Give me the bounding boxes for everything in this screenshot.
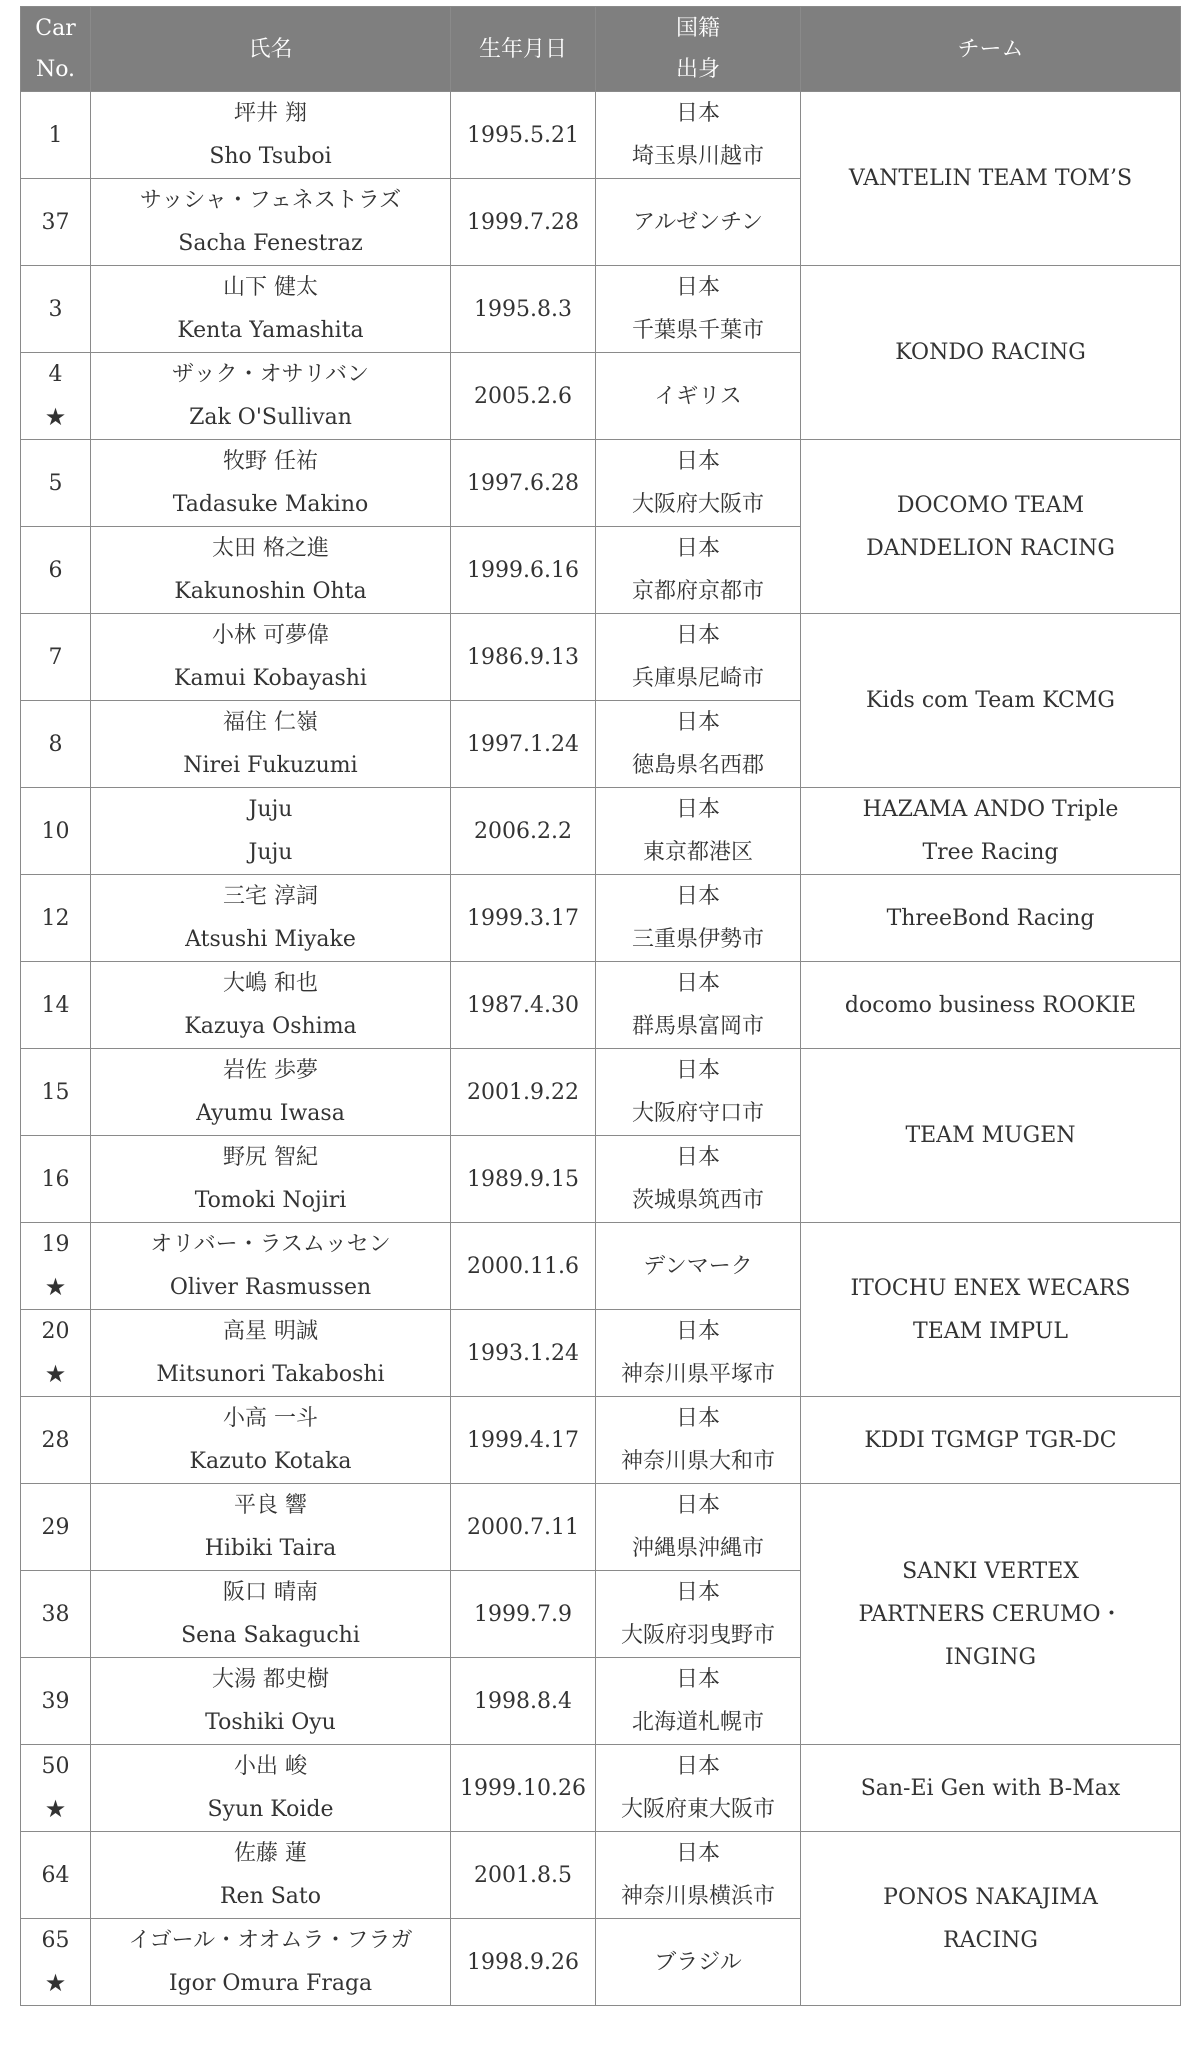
driver-name-en: Mitsunori Takaboshi	[156, 1362, 385, 1387]
team-name-line1: HAZAMA ANDO Triple	[862, 797, 1119, 822]
nationality-cell	[596, 353, 801, 440]
driver-name-jp: 山下 健太	[223, 275, 318, 300]
team-name-line1: SANKI VERTEX	[902, 1558, 1079, 1584]
nationality-cell	[596, 1397, 801, 1484]
car-number-cell	[21, 614, 91, 701]
header-name: 氏名	[91, 7, 451, 92]
driver-name-en: Zak O'Sullivan	[189, 405, 352, 430]
nationality: ブラジル	[654, 1949, 742, 1975]
header-car-line2: No.	[35, 57, 76, 82]
hometown: 徳島県名西郡	[631, 753, 764, 778]
table-row	[21, 875, 1181, 962]
table-row	[21, 1397, 1181, 1484]
driver-table-container	[20, 6, 1180, 2006]
team-name-line1: DOCOMO TEAM	[896, 492, 1085, 518]
nationality-cell	[596, 1310, 801, 1397]
birthdate-cell: 1999.7.28	[451, 179, 596, 266]
car-number: 39	[41, 1688, 70, 1714]
hometown: 三重県伊勢市	[631, 927, 764, 952]
team-cell	[801, 266, 1181, 440]
car-number: 6	[48, 557, 63, 583]
nationality: アルゼンチン	[632, 209, 764, 235]
header-nationality-line2: 出身	[675, 57, 720, 82]
driver-name-cell	[91, 1136, 451, 1223]
birthdate-cell: 1998.9.26	[451, 1919, 596, 2006]
car-number: 10	[41, 818, 70, 844]
driver-name-cell	[91, 92, 451, 179]
table-row	[21, 788, 1181, 875]
driver-name-en: Kenta Yamashita	[177, 318, 364, 343]
header-team: チーム	[801, 7, 1181, 92]
nationality-cell	[596, 1571, 801, 1658]
birthdate-cell: 1999.7.9	[451, 1571, 596, 1658]
team-name-line2: RACING	[943, 1927, 1038, 1953]
driver-name-jp: サッシャ・フェネストラズ	[139, 188, 402, 213]
hometown: 大阪府羽曳野市	[620, 1623, 775, 1648]
hometown: 大阪府東大阪市	[620, 1797, 775, 1822]
hometown: 埼玉県川越市	[631, 144, 764, 169]
nationality-cell	[596, 92, 801, 179]
hometown: 群馬県富岡市	[631, 1014, 764, 1039]
driver-name-jp: 三宅 淳詞	[223, 884, 318, 909]
table-row	[21, 614, 1181, 701]
table-row	[21, 92, 1181, 179]
team-name-line1: VANTELIN TEAM TOM’S	[848, 166, 1133, 191]
driver-name-cell	[91, 962, 451, 1049]
hometown: 大阪府大阪市	[631, 492, 764, 517]
driver-name-cell	[91, 1397, 451, 1484]
car-number: 5	[48, 470, 63, 496]
nationality: 日本	[675, 1058, 720, 1083]
driver-name-jp: 岩佐 歩夢	[223, 1058, 318, 1083]
team-cell	[801, 962, 1181, 1049]
car-number: 29	[41, 1514, 70, 1540]
car-number: 50	[41, 1754, 70, 1779]
car-number-cell	[21, 1658, 91, 1745]
team-name-line1: TEAM MUGEN	[905, 1123, 1076, 1148]
car-number-cell	[21, 1223, 91, 1310]
driver-name-jp: 平良 響	[234, 1493, 307, 1518]
birthdate-cell: 1999.6.16	[451, 527, 596, 614]
driver-name-cell	[91, 1049, 451, 1136]
driver-name-en: Oliver Rasmussen	[169, 1275, 372, 1300]
team-name-line1: KDDI TGMGP TGR-DC	[864, 1427, 1117, 1453]
hometown: 茨城県筑西市	[631, 1188, 764, 1213]
table-row	[21, 962, 1181, 1049]
nationality: イギリス	[654, 383, 742, 409]
driver-name-cell	[91, 353, 451, 440]
team-name-line3: INGING	[944, 1644, 1037, 1670]
header-nationality-line1: 国籍	[675, 16, 720, 41]
birthdate-cell: 2005.2.6	[451, 353, 596, 440]
driver-name-cell	[91, 701, 451, 788]
nationality: 日本	[675, 1841, 720, 1866]
driver-name-en: Kazuya Oshima	[184, 1014, 357, 1039]
hometown: 東京都港区	[642, 840, 753, 865]
car-number: 4	[48, 362, 63, 387]
nationality-cell	[596, 1484, 801, 1571]
nationality-cell	[596, 440, 801, 527]
team-cell	[801, 788, 1181, 875]
birthdate-cell: 1995.8.3	[451, 266, 596, 353]
birthdate-cell: 1998.8.4	[451, 1658, 596, 1745]
nationality-cell	[596, 614, 801, 701]
hometown: 京都府京都市	[631, 579, 764, 604]
birthdate-cell: 1986.9.13	[451, 614, 596, 701]
driver-name-en: Ren Sato	[219, 1884, 322, 1909]
table-row	[21, 1223, 1181, 1310]
nationality: 日本	[675, 1493, 720, 1518]
team-cell	[801, 92, 1181, 266]
birthdate-cell: 2001.9.22	[451, 1049, 596, 1136]
header-nationality	[596, 7, 801, 92]
nationality-cell	[596, 788, 801, 875]
team-cell	[801, 440, 1181, 614]
team-name-line1: docomo business ROOKIE	[844, 992, 1137, 1018]
driver-name-en: Kamui Kobayashi	[174, 666, 367, 691]
nationality: 日本	[675, 536, 720, 561]
birthdate-cell: 2000.7.11	[451, 1484, 596, 1571]
nationality-cell	[596, 1832, 801, 1919]
team-cell	[801, 1223, 1181, 1397]
driver-name-en: Juju	[248, 840, 293, 865]
table-row	[21, 1745, 1181, 1832]
driver-name-cell	[91, 1919, 451, 2006]
car-number-cell	[21, 353, 91, 440]
nationality: 日本	[675, 1319, 720, 1344]
driver-name-cell	[91, 179, 451, 266]
driver-name-en: Tomoki Nojiri	[194, 1188, 347, 1213]
driver-name-jp: 小出 峻	[234, 1754, 307, 1779]
driver-name-jp: Juju	[248, 797, 293, 822]
nationality: 日本	[675, 449, 720, 474]
nationality: 日本	[675, 623, 720, 648]
driver-name-en: Atsushi Miyake	[185, 927, 356, 952]
driver-name-cell	[91, 1310, 451, 1397]
nationality-cell	[596, 1223, 801, 1310]
birthdate-cell: 2000.11.6	[451, 1223, 596, 1310]
rookie-star-icon: ★	[44, 1360, 67, 1388]
driver-name-jp: 福住 仁嶺	[223, 710, 318, 735]
birthdate-cell: 1999.10.26	[451, 1745, 596, 1832]
team-name-line1: Kids com Team KCMG	[866, 688, 1115, 713]
birthdate-cell: 2006.2.2	[451, 788, 596, 875]
driver-name-cell	[91, 1745, 451, 1832]
header-car-line1: Car	[35, 16, 76, 41]
team-name-line1: PONOS NAKAJIMA	[883, 1884, 1098, 1910]
team-name-line1: KONDO RACING	[895, 340, 1086, 365]
car-number-cell	[21, 1136, 91, 1223]
nationality: デンマーク	[643, 1253, 753, 1279]
driver-name-en: Kazuto Kotaka	[189, 1449, 352, 1474]
birthdate-cell: 2001.8.5	[451, 1832, 596, 1919]
team-name-line2: DANDELION RACING	[866, 535, 1115, 561]
hometown: 北海道札幌市	[631, 1710, 764, 1735]
hometown: 神奈川県大和市	[620, 1449, 775, 1474]
car-number-cell	[21, 92, 91, 179]
driver-name-en: Igor Omura Fraga	[168, 1971, 373, 1996]
driver-name-jp: 牧野 任祐	[223, 449, 318, 474]
nationality-cell	[596, 527, 801, 614]
driver-name-cell	[91, 440, 451, 527]
driver-table	[20, 6, 1181, 2006]
car-number-cell	[21, 1745, 91, 1832]
driver-name-cell	[91, 1223, 451, 1310]
nationality-cell	[596, 1136, 801, 1223]
team-cell	[801, 614, 1181, 788]
car-number: 38	[41, 1601, 70, 1627]
driver-name-cell	[91, 1571, 451, 1658]
driver-name-en: Kakunoshin Ohta	[174, 579, 367, 604]
car-number-cell	[21, 962, 91, 1049]
team-cell	[801, 1049, 1181, 1223]
table-row	[21, 1049, 1181, 1136]
hometown: 大阪府守口市	[631, 1101, 764, 1126]
table-header-row	[21, 7, 1181, 92]
car-number: 20	[41, 1319, 70, 1344]
driver-name-en: Sacha Fenestraz	[178, 231, 363, 256]
driver-name-jp: オリバー・ラスムッセン	[150, 1232, 391, 1257]
team-name-line2: PARTNERS CERUMO・	[858, 1601, 1123, 1627]
birthdate-cell: 1993.1.24	[451, 1310, 596, 1397]
hometown: 神奈川県横浜市	[620, 1884, 775, 1909]
team-name-line1: ITOCHU ENEX WECARS	[850, 1275, 1131, 1301]
table-row	[21, 440, 1181, 527]
rookie-star-icon: ★	[44, 403, 67, 431]
driver-name-cell	[91, 266, 451, 353]
driver-name-cell	[91, 527, 451, 614]
team-cell	[801, 875, 1181, 962]
nationality-cell	[596, 179, 801, 266]
driver-name-jp: 阪口 晴南	[223, 1580, 318, 1605]
nationality-cell	[596, 1745, 801, 1832]
team-name-line2: Tree Racing	[922, 840, 1059, 865]
team-cell	[801, 1397, 1181, 1484]
car-number: 8	[48, 731, 63, 757]
driver-name-en: Sena Sakaguchi	[181, 1623, 360, 1648]
driver-name-en: Hibiki Taira	[204, 1536, 337, 1561]
team-cell	[801, 1745, 1181, 1832]
driver-name-en: Ayumu Iwasa	[196, 1101, 345, 1126]
driver-name-jp: イゴール・オオムラ・フラガ	[128, 1928, 413, 1953]
hometown: 兵庫県尼崎市	[631, 666, 764, 691]
car-number: 65	[41, 1928, 70, 1953]
nationality: 日本	[675, 884, 720, 909]
car-number-cell	[21, 788, 91, 875]
driver-name-jp: 小林 可夢偉	[212, 623, 329, 648]
nationality: 日本	[675, 1754, 720, 1779]
driver-name-jp: 小高 一斗	[223, 1406, 318, 1431]
nationality-cell	[596, 1919, 801, 2006]
nationality-cell	[596, 962, 801, 1049]
table-body	[21, 92, 1181, 2006]
nationality: 日本	[675, 101, 720, 126]
driver-name-en: Nirei Fukuzumi	[183, 753, 358, 778]
nationality-cell	[596, 1049, 801, 1136]
birthdate-cell: 1997.6.28	[451, 440, 596, 527]
driver-name-jp: 坪井 翔	[234, 101, 307, 126]
rookie-star-icon: ★	[44, 1969, 67, 1997]
car-number: 28	[41, 1427, 70, 1453]
nationality: 日本	[675, 275, 720, 300]
car-number-cell	[21, 701, 91, 788]
car-number-cell	[21, 179, 91, 266]
driver-name-cell	[91, 1484, 451, 1571]
team-name-line2: TEAM IMPUL	[913, 1318, 1068, 1344]
team-cell	[801, 1832, 1181, 2006]
birthdate-cell: 1999.4.17	[451, 1397, 596, 1484]
car-number-cell	[21, 875, 91, 962]
birthdate-cell: 1999.3.17	[451, 875, 596, 962]
nationality: 日本	[675, 1667, 720, 1692]
car-number-cell	[21, 1310, 91, 1397]
car-number: 64	[41, 1862, 70, 1888]
driver-name-jp: ザック・オサリバン	[172, 362, 369, 387]
driver-name-en: Toshiki Oyu	[205, 1710, 336, 1735]
nationality-cell	[596, 701, 801, 788]
hometown: 千葉県千葉市	[631, 318, 764, 343]
rookie-star-icon: ★	[44, 1273, 67, 1301]
nationality: 日本	[675, 1406, 720, 1431]
hometown: 沖縄県沖縄市	[631, 1536, 764, 1561]
car-number-cell	[21, 1832, 91, 1919]
table-row	[21, 1832, 1181, 1919]
car-number-cell	[21, 1484, 91, 1571]
car-number: 3	[48, 296, 63, 322]
car-number-cell	[21, 440, 91, 527]
driver-name-en: Syun Koide	[207, 1797, 334, 1822]
team-cell	[801, 1484, 1181, 1745]
car-number: 14	[41, 992, 70, 1018]
driver-name-jp: 佐藤 蓮	[234, 1841, 307, 1866]
table-row	[21, 1484, 1181, 1571]
nationality-cell	[596, 266, 801, 353]
driver-name-jp: 高星 明誠	[223, 1319, 318, 1344]
nationality: 日本	[675, 710, 720, 735]
car-number-cell	[21, 1397, 91, 1484]
nationality-cell	[596, 1658, 801, 1745]
nationality: 日本	[675, 1145, 720, 1170]
driver-name-cell	[91, 1832, 451, 1919]
header-birthdate: 生年月日	[451, 7, 596, 92]
car-number: 7	[48, 644, 63, 670]
car-number: 12	[41, 905, 70, 931]
birthdate-cell: 1995.5.21	[451, 92, 596, 179]
header-car-no	[21, 7, 91, 92]
table-row	[21, 266, 1181, 353]
birthdate-cell: 1987.4.30	[451, 962, 596, 1049]
driver-name-jp: 大湯 都史樹	[212, 1667, 329, 1692]
driver-name-en: Tadasuke Makino	[172, 492, 369, 517]
driver-name-cell	[91, 875, 451, 962]
driver-name-en: Sho Tsuboi	[209, 144, 332, 169]
nationality: 日本	[675, 1580, 720, 1605]
driver-name-jp: 野尻 智紀	[223, 1145, 318, 1170]
car-number: 1	[48, 122, 63, 148]
driver-name-cell	[91, 788, 451, 875]
car-number: 16	[41, 1166, 70, 1192]
driver-name-jp: 太田 格之進	[212, 536, 329, 561]
nationality: 日本	[675, 797, 720, 822]
birthdate-cell: 1997.1.24	[451, 701, 596, 788]
car-number: 19	[41, 1232, 70, 1257]
driver-name-cell	[91, 1658, 451, 1745]
car-number: 15	[41, 1079, 70, 1105]
driver-name-jp: 大嶋 和也	[223, 971, 318, 996]
car-number-cell	[21, 527, 91, 614]
driver-name-cell	[91, 614, 451, 701]
car-number: 37	[41, 209, 70, 235]
birthdate-cell: 1989.9.15	[451, 1136, 596, 1223]
team-name-line1: San-Ei Gen with B-Max	[860, 1775, 1121, 1801]
hometown: 神奈川県平塚市	[620, 1362, 775, 1387]
team-name-line1: ThreeBond Racing	[886, 905, 1095, 931]
car-number-cell	[21, 1049, 91, 1136]
car-number-cell	[21, 266, 91, 353]
nationality: 日本	[675, 971, 720, 996]
car-number-cell	[21, 1919, 91, 2006]
rookie-star-icon: ★	[44, 1795, 67, 1823]
nationality-cell	[596, 875, 801, 962]
car-number-cell	[21, 1571, 91, 1658]
